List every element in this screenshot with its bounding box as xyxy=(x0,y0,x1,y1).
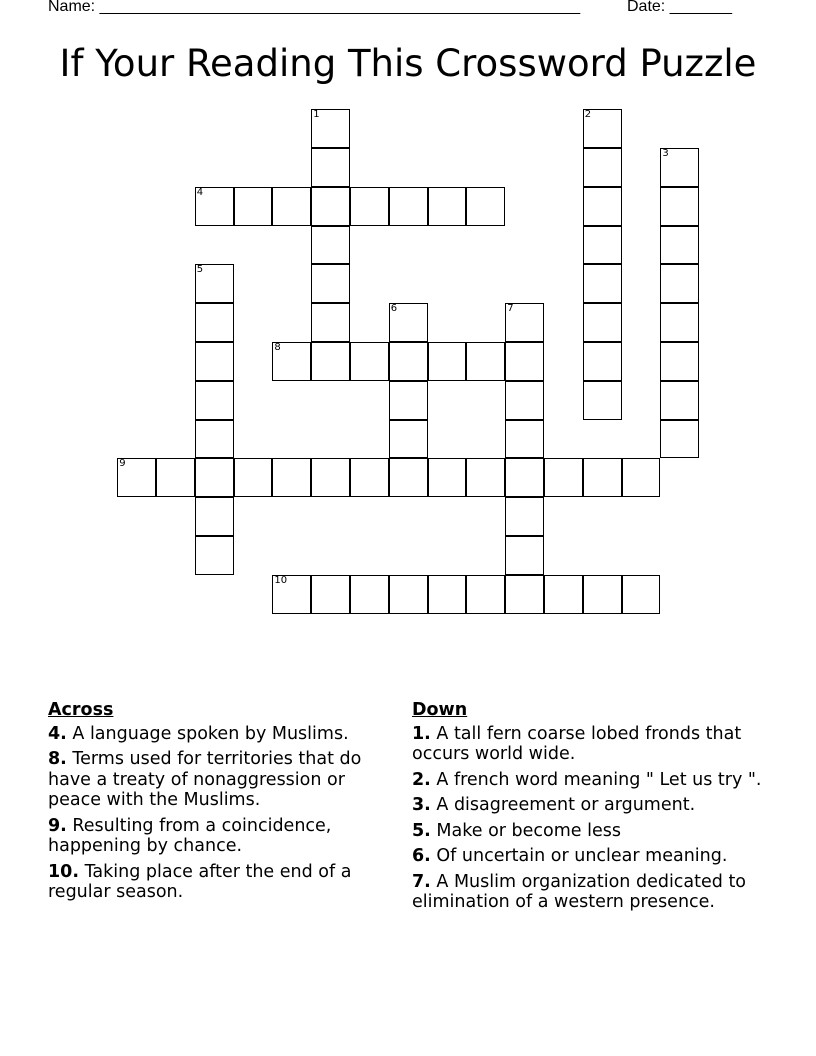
grid-cell[interactable] xyxy=(272,187,311,226)
grid-cell[interactable] xyxy=(389,381,428,420)
across-heading: Across xyxy=(48,700,114,720)
grid-cell[interactable] xyxy=(350,458,389,497)
grid-cell[interactable] xyxy=(466,342,505,381)
grid-cell[interactable] xyxy=(428,187,467,226)
clue-number: 5 xyxy=(196,264,204,276)
grid-cell[interactable] xyxy=(195,303,234,342)
grid-cell[interactable] xyxy=(505,420,544,459)
clue-number: 8 xyxy=(274,342,281,353)
grid-cell[interactable] xyxy=(272,458,311,497)
grid-cell[interactable] xyxy=(389,342,428,381)
grid-cell[interactable] xyxy=(195,497,234,536)
grid-cell[interactable] xyxy=(583,226,622,265)
grid-cell[interactable] xyxy=(389,187,428,226)
grid-cell[interactable] xyxy=(660,187,699,226)
grid-cell[interactable] xyxy=(583,458,622,497)
down-clue-6: 6. Of uncertain or unclear meaning. xyxy=(412,846,728,866)
page-title: If Your Reading This Crossword Puzzle xyxy=(59,42,757,85)
grid-cell[interactable] xyxy=(660,342,699,381)
grid-cell[interactable] xyxy=(195,264,234,303)
grid-cell[interactable] xyxy=(234,187,273,226)
down-clue-5: 5. Make or become less xyxy=(412,820,621,841)
down-clues xyxy=(412,700,782,918)
grid-cell[interactable] xyxy=(583,381,622,420)
grid-cell[interactable] xyxy=(544,458,583,497)
grid-cell[interactable] xyxy=(428,342,467,381)
grid-cell[interactable] xyxy=(117,458,156,497)
grid-cell[interactable] xyxy=(311,342,350,381)
grid-cell[interactable] xyxy=(311,458,350,497)
grid-cell[interactable] xyxy=(660,226,699,265)
grid-cell[interactable] xyxy=(660,264,699,303)
grid-cell[interactable] xyxy=(622,458,661,497)
grid-cell[interactable] xyxy=(195,381,234,420)
clue-number: 10 xyxy=(274,574,288,586)
grid-cell[interactable] xyxy=(505,381,544,420)
across-clue-10: 10. Taking place after the end of a regular season. xyxy=(48,861,352,902)
across-clue-8: 8. Terms used for territories that do have a treaty of nonaggression or peace with the Muslims. xyxy=(48,749,362,810)
grid-cell[interactable] xyxy=(660,420,699,459)
grid-cell[interactable] xyxy=(660,303,699,342)
grid-cell[interactable] xyxy=(622,575,661,614)
grid-cell[interactable] xyxy=(311,303,350,342)
grid-cell[interactable] xyxy=(311,575,350,614)
grid-cell[interactable] xyxy=(195,187,234,226)
grid-cell[interactable] xyxy=(466,187,505,226)
grid-cell[interactable] xyxy=(466,575,505,614)
grid-cell[interactable] xyxy=(660,148,699,187)
grid-cell[interactable] xyxy=(544,575,583,614)
date-field: Date: _______ xyxy=(627,0,732,15)
across-clue-9: 9. Resulting from a coincidence, happening by chance. xyxy=(48,815,332,856)
grid-cell[interactable] xyxy=(195,420,234,459)
grid-cell[interactable] xyxy=(428,575,467,614)
name-field: Name: ______________________________________________________ xyxy=(48,0,581,15)
down-clue-1: 1. A tall fern coarse lobed fronds that occurs world wide. xyxy=(412,723,742,764)
grid-cell[interactable] xyxy=(311,187,350,226)
grid-cell[interactable] xyxy=(505,342,544,381)
grid-cell[interactable] xyxy=(583,148,622,187)
grid-cell[interactable] xyxy=(466,458,505,497)
grid-cell[interactable] xyxy=(234,458,273,497)
grid-cell[interactable] xyxy=(195,536,234,575)
across-clues xyxy=(48,700,398,908)
clue-number: 4 xyxy=(196,186,204,198)
clue-number: 9 xyxy=(119,458,126,470)
clue-number: 7 xyxy=(507,303,514,315)
grid-cell[interactable] xyxy=(428,458,467,497)
grid-cell[interactable] xyxy=(583,303,622,342)
grid-cell[interactable] xyxy=(660,381,699,420)
grid-cell[interactable] xyxy=(583,264,622,303)
clue-number: 2 xyxy=(584,109,592,121)
down-clue-2: 2. A french word meaning " Let us try ". xyxy=(412,769,762,790)
grid-cell[interactable] xyxy=(583,187,622,226)
grid-cell[interactable] xyxy=(311,109,350,148)
grid-cell[interactable] xyxy=(311,226,350,265)
grid-cell[interactable] xyxy=(272,575,311,614)
across-clue-4: 4. A language spoken by Muslims. xyxy=(48,723,349,744)
down-clue-7: 7. A Muslim organization dedicated to elimination of a western presence. xyxy=(412,871,747,912)
grid-cell[interactable] xyxy=(583,109,622,148)
down-clue-3: 3. A disagreement or argument. xyxy=(412,795,696,815)
grid-cell[interactable] xyxy=(505,575,544,614)
grid-cell[interactable] xyxy=(389,303,428,342)
grid-cell[interactable] xyxy=(505,458,544,497)
grid-cell[interactable] xyxy=(350,575,389,614)
grid-cell[interactable] xyxy=(350,187,389,226)
grid-cell[interactable] xyxy=(505,497,544,536)
grid-cell[interactable] xyxy=(195,458,234,497)
clue-number: 6 xyxy=(390,303,398,315)
grid-cell[interactable] xyxy=(311,264,350,303)
grid-cell[interactable] xyxy=(505,536,544,575)
down-heading: Down xyxy=(412,700,468,720)
grid-cell[interactable] xyxy=(311,148,350,187)
grid-cell[interactable] xyxy=(389,420,428,459)
grid-cell[interactable] xyxy=(195,342,234,381)
grid-cell[interactable] xyxy=(389,458,428,497)
clue-number: 3 xyxy=(662,148,669,159)
grid-cell[interactable] xyxy=(583,342,622,381)
clue-number: 1 xyxy=(313,109,320,121)
grid-cell[interactable] xyxy=(156,458,195,497)
grid-cell[interactable] xyxy=(350,342,389,381)
grid-cell[interactable] xyxy=(272,342,311,381)
grid-cell[interactable] xyxy=(583,575,622,614)
grid-cell[interactable] xyxy=(389,575,428,614)
grid-cell[interactable] xyxy=(505,303,544,342)
